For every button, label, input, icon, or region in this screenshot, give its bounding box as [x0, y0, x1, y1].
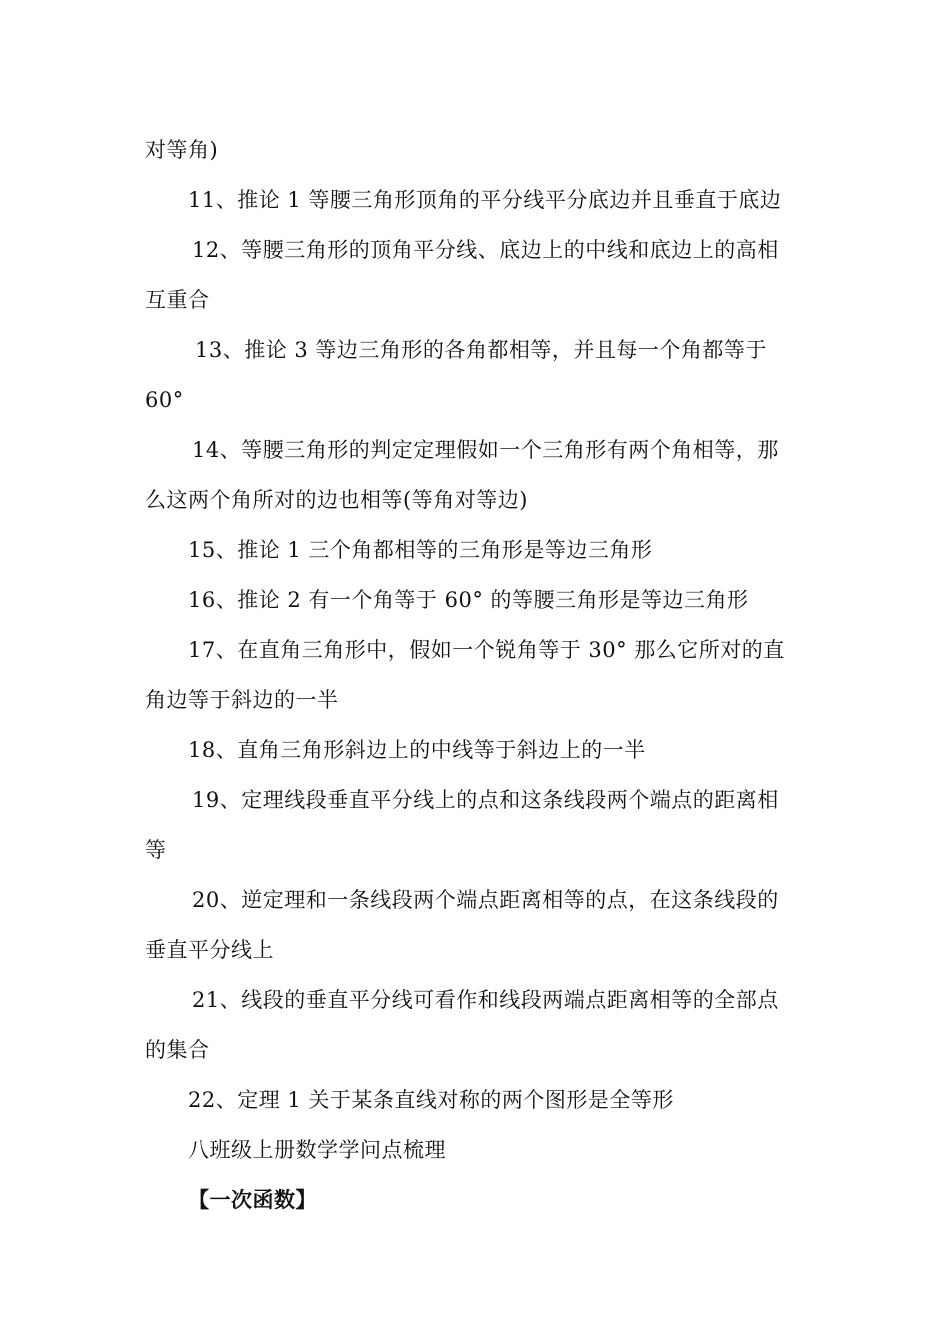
section-heading: 八班级上册数学学问点梳理	[188, 1138, 446, 1162]
theorem-19-continuation: 等	[145, 838, 167, 862]
theorem-12-continuation: 互重合	[145, 288, 210, 312]
theorem-14-continuation: 么这两个角所对的边也相等(等角对等边)	[145, 488, 528, 512]
theorem-20-continuation: 垂直平分线上	[145, 938, 274, 962]
theorem-17: 17、在直角三角形中，假如一个锐角等于 30° 那么它所对的直	[188, 638, 785, 662]
theorem-17-continuation: 角边等于斜边的一半	[145, 688, 339, 712]
theorem-13: 13、推论 3 等边三角形的各角都相等，并且每一个角都等于	[195, 338, 767, 362]
theorem-22: 22、定理 1 关于某条直线对称的两个图形是全等形	[188, 1088, 674, 1112]
theorem-12: 12、等腰三角形的顶角平分线、底边上的中线和底边上的高相	[192, 238, 779, 262]
theorem-19: 19、定理线段垂直平分线上的点和这条线段两个端点的距离相	[192, 788, 779, 812]
theorem-13-continuation: 60°	[145, 388, 184, 412]
theorem-20: 20、逆定理和一条线段两个端点距离相等的点，在这条线段的	[192, 888, 779, 912]
theorem-15: 15、推论 1 三个角都相等的三角形是等边三角形	[188, 538, 653, 562]
theorem-21: 21、线段的垂直平分线可看作和线段两端点距离相等的全部点	[192, 988, 779, 1012]
theorem-16: 16、推论 2 有一个角等于 60° 的等腰三角形是等边三角形	[188, 588, 749, 612]
text-line-continuation: 对等角)	[145, 138, 219, 162]
theorem-18: 18、直角三角形斜边上的中线等于斜边上的一半	[188, 738, 646, 762]
subsection-heading: 【一次函数】	[188, 1187, 317, 1212]
theorem-11: 11、推论 1 等腰三角形顶角的平分线平分底边并且垂直于底边	[188, 188, 782, 212]
theorem-14: 14、等腰三角形的判定定理假如一个三角形有两个角相等，那	[192, 438, 779, 462]
theorem-21-continuation: 的集合	[145, 1038, 210, 1062]
